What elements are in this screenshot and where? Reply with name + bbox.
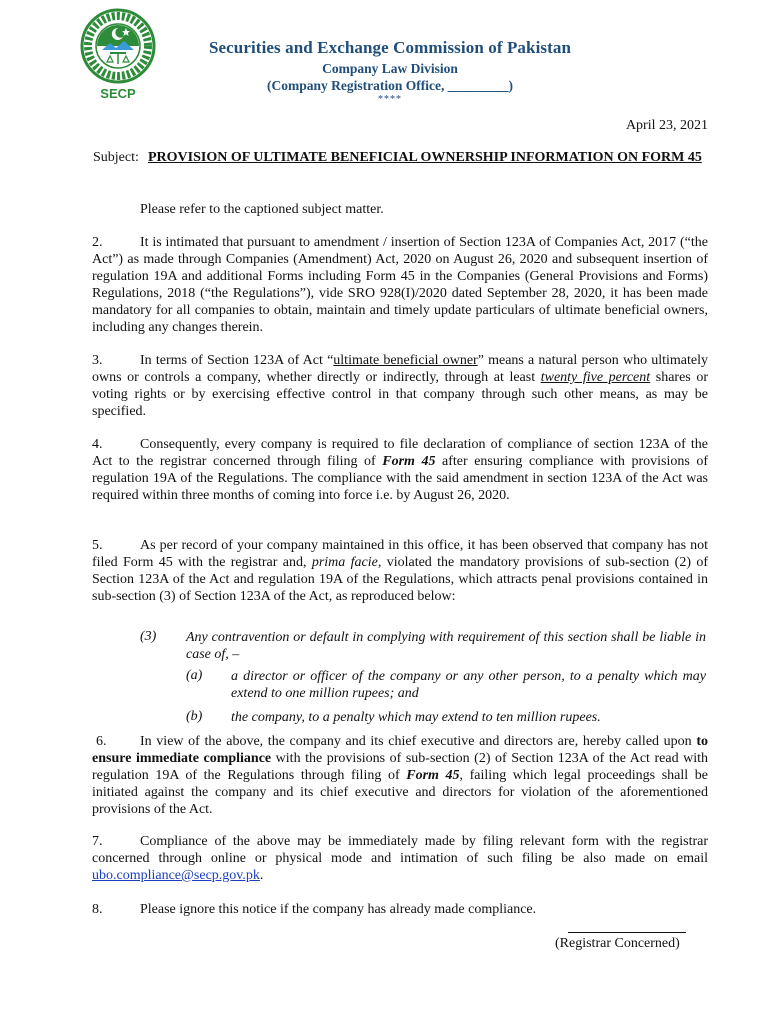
clause-3-text: Any contravention or default in complying with requirement of this section shall be liable in case of, – [186,630,706,662]
secp-logo [80,6,156,102]
paragraph-text: It is intimated that pursuant to amendment / insertion of Section 123A of Companies Act, 2017 (“the Act”) as made through Companies (Amendment) Act, 2020 on August 26, 2020 and subsequent insertion of regulation 19A and additional Forms including Form 45 in the Companies (General Provisions and Forms) Regulations, 2018 (“the Regulations”), vide SRO 928(I)/2020 dated September 28, 2020, it has been made mandatory for all companies to obtain, maintain and timely update particulars of ultimate beneficial owners, including any changes therein. [92,235,708,335]
prima-facie: prima facie [311,555,378,570]
paragraph-2 [92,234,708,336]
clause-number-a: (a) [186,668,203,683]
subject-text: PROVISION OF ULTIMATE BENEFICIAL OWNERSHIP INFORMATION ON FORM 45 [148,150,702,165]
signature-label: (Registrar Concerned) [555,936,680,951]
opening-paragraph [92,201,708,218]
paragraph-text: Consequently, every company is required to file declaration of compliance of section 123A of the Act to the registrar concerned through filing of [92,437,708,469]
term-twenty-five-percent: twenty five percent [540,370,651,385]
subject-label: Subject: [93,150,139,165]
paragraph-number: 5. [92,538,103,553]
clause-number-b: (b) [186,709,203,724]
paragraph-text: In terms of Section 123A of Act “ [140,353,334,368]
paragraph-text: Compliance of the above may be immediately made by filing relevant form with the registrar concerned through online or physical mode and intimation of such filing be also made on email [92,834,708,866]
paragraph-number: 2. [92,235,103,250]
paragraph-3 [92,352,708,420]
paragraph-number: 6. [96,734,107,749]
paragraph-number: 3. [92,353,103,368]
paragraph-8 [92,901,708,918]
header-stars: **** [378,94,402,105]
paragraph-text: Please ignore this notice if the company has already made compliance. [140,902,537,917]
form-45-emphasis: Form 45 [406,768,460,783]
office-name: (Company Registration Office, _________) [267,78,513,93]
paragraph-text: shares or voting rights or by exercising effective control in that company through such other means, as may be specified. [92,370,708,419]
opening-text: Please refer to the captioned subject matter. [140,202,384,217]
paragraph-number: 7. [92,834,103,849]
paragraph-number: 4. [92,437,103,452]
clause-a-text: a director or officer of the company or any other person, to a penalty which may extend to one million rupees; and [231,669,706,701]
letterhead [170,38,610,105]
paragraph-text: , failing which legal proceedings shall be initiated against the company and its chief executive and directors for violation of the aforementioned provisions of the Act. [92,768,708,817]
form-45-emphasis: Form 45 [382,454,436,469]
paragraph-7 [92,833,708,884]
paragraph-text: ” means a natural person who ultimately owns or controls a company, whether directly or indirectly, through at least [92,353,709,385]
clause-number-3: (3) [140,629,157,644]
org-title: Securities and Exchange Commission of Pakistan [208,38,572,57]
paragraph-text: As per record of your company maintained in this office, it has been observed that company has not filed Form 45 with the registrar and, [92,538,708,570]
paragraph-text: after ensuring compliance with provisions of regulation 19A of the Regulations. The compliance with the said amendment in section 123A of the Act was required within three months of coming into force i.e. by August 26, 2020. [92,454,708,503]
paragraph-text: . [259,868,264,883]
term-ultimate-beneficial-owner: ultimate beneficial owner [333,353,478,368]
division-name: Company Law Division [322,61,458,76]
paragraph-number: 8. [92,902,103,917]
signature-line [568,932,686,933]
compliance-email-link[interactable]: ubo.compliance@secp.gov.pk [92,868,260,883]
logo-lettering: SECP [100,86,136,101]
paragraph-text: with the provisions of sub-section (2) of Section 123A of the Act read with regulation 19A of the Regulations through filing of [92,751,709,783]
paragraph-text: In view of the above, the company and its chief executive and directors are, hereby called upon [140,734,697,749]
immediate-compliance-emphasis: to ensure immediate compliance [92,734,708,766]
paragraph-4 [92,436,708,504]
clause-b-text: the company, to a penalty which may extend to ten million rupees. [231,710,601,725]
paragraph-5 [92,537,708,605]
letter-date: April 23, 2021 [625,118,708,133]
paragraph-6 [92,733,708,818]
paragraph-text: , violated the mandatory provisions of sub-section (2) of Section 123A of the Act and regulation 19A of the Regulations, which attracts penal provisions contained in sub-section (3) of Section 123A of the Act, as reproduced below: [92,555,709,604]
